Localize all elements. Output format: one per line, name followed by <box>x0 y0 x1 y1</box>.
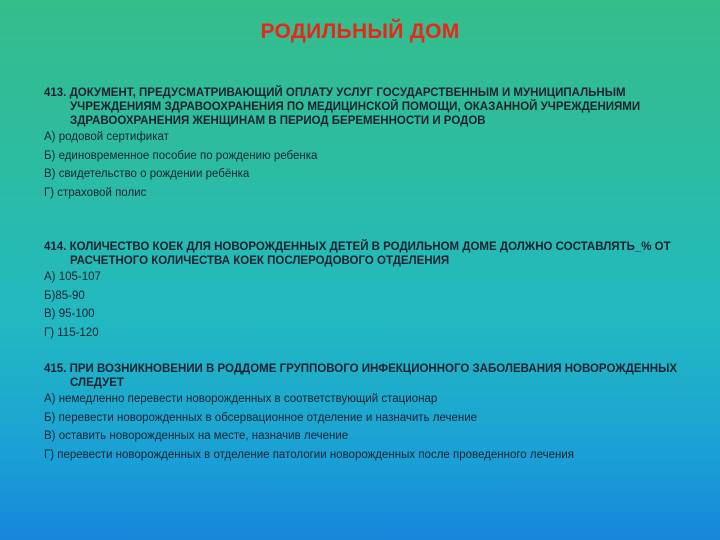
answer-option-b: Б) перевести новорожденных в обсервационное отделение и назначить лечение <box>44 411 478 424</box>
answer-option-b: Б)85-90 <box>44 289 85 302</box>
question-413 <box>44 86 684 202</box>
question-415 <box>44 362 684 464</box>
answer-option-a: А) 105-107 <box>44 271 101 283</box>
answer-option-a: А) родовой сертификат <box>44 131 169 143</box>
answer-option-d: Г) 115-120 <box>44 326 99 339</box>
answer-option-c: В) 95-100 <box>44 308 95 320</box>
question-number: 414. <box>44 241 67 253</box>
answer-option-d: Г) перевести новорожденных в отделение патологии новорожденных после проведенного лечения <box>44 448 574 461</box>
question-heading <box>44 86 684 128</box>
question-text: ПРИ ВОЗНИКНОВЕНИИ В РОДДОМЕ ГРУППОВОГО ИНФЕКЦИОННОГО ЗАБОЛЕВАНИЯ НОВОРОЖДЕННЫХ СЛЕДУЕТ <box>69 363 678 389</box>
question-number: 413. <box>44 87 67 99</box>
answer-option-b: Б) единовременное пособие по рождению ребенка <box>44 149 318 162</box>
question-text: КОЛИЧЕСТВО КОЕК ДЛЯ НОВОРОЖДЕННЫХ ДЕТЕЙ В РОДИЛЬНОМ ДОМЕ ДОЛЖНО СОСТАВЛЯТЬ_% ОТ РАСЧЕТНОГО КОЛИЧЕСТВА КОЕК ПОСЛЕРОДОВОГО ОТДЕЛЕНИЯ <box>69 241 671 267</box>
answer-option-c: В) свидетельство о рождении ребёнка <box>44 168 250 180</box>
answer-option-d: Г) страховой полис <box>44 186 147 199</box>
answer-option-a: А) немедленно перевести новорожденных в соответствующий стационар <box>44 393 438 405</box>
question-414 <box>44 240 684 342</box>
question-heading <box>44 362 684 390</box>
question-number: 415. <box>44 363 67 375</box>
question-heading <box>44 240 684 268</box>
answer-option-c: В) оставить новорожденных на месте, назначив лечение <box>44 430 349 442</box>
page-title: РОДИЛЬНЫЙ ДОМ <box>260 20 460 43</box>
question-text: ДОКУМЕНТ, ПРЕДУСМАТРИВАЮЩИЙ ОПЛАТУ УСЛУГ ГОСУДАРСТВЕННЫМ И МУНИЦИПАЛЬНЫМ УЧРЕЖДЕНИЯМ ЗДРАВООХРАНЕНИЯ ПО МЕДИЦИНСКОЙ ПОМОЩИ, ОКАЗАННОЙ УЧРЕЖДЕНИЯМИ ЗДРАВООХРАНЕНИЯ ЖЕНЩИНАМ В ПЕРИОД БЕРЕМЕННОСТИ И РОДОВ <box>69 87 641 127</box>
